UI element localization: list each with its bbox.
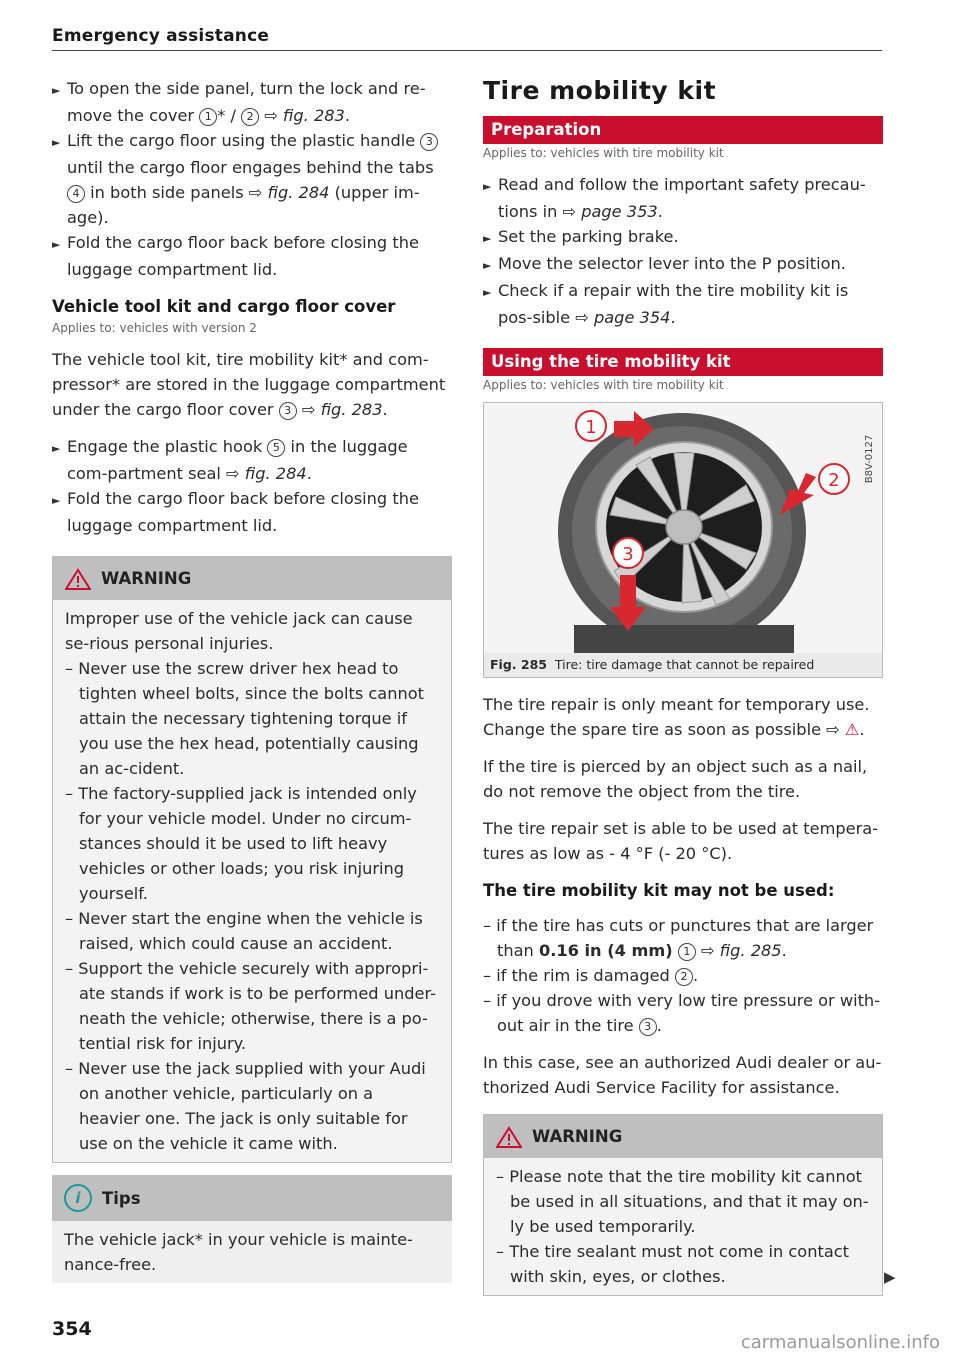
callout-3: 3 <box>622 544 634 565</box>
warning-triangle-icon <box>496 1126 522 1148</box>
body-paragraph: The tire repair is only meant for temporary use. Change the spare tire as soon as possible ⇨ ⚠. <box>483 695 870 739</box>
warning-title: WARNING <box>101 569 192 588</box>
tips-text: The vehicle jack* in your vehicle is mainte-nance-free. <box>64 1230 413 1274</box>
warning-header <box>53 557 451 600</box>
warning-item: – The tire sealant must not come in contact with skin, eyes, or clothes. <box>496 1242 849 1286</box>
figure-reference-link[interactable]: ⇨ fig. 283 <box>296 400 383 419</box>
bullet-triangle-icon: ► <box>52 494 61 507</box>
tips-header <box>52 1175 452 1221</box>
callout-number: 3 <box>279 402 297 420</box>
body-paragraph: The tire repair set is able to be used at tempera-tures as low as - 4 °F (- 20 °C). <box>483 819 878 863</box>
warning-ref-icon[interactable]: ⚠ <box>844 720 860 739</box>
callout-number: 4 <box>67 185 85 203</box>
list-item: ► Read and follow the important safety precau-tions in ⇨ page 353. <box>483 175 866 221</box>
bullet-triangle-icon: ► <box>52 442 61 455</box>
callout-number: 5 <box>267 439 285 457</box>
callout-number: 1 <box>199 108 217 126</box>
warning-body <box>484 1158 882 1295</box>
figure-285 <box>483 402 883 678</box>
page-number: 354 <box>52 1318 92 1340</box>
figure-reference-link[interactable]: ⇨ fig. 284 <box>248 183 330 202</box>
callout-number: 2 <box>241 108 259 126</box>
page-reference-link[interactable]: ⇨ page 353 <box>562 202 658 221</box>
section-bar-using-kit: Using the tire mobility kit <box>483 348 883 376</box>
page-reference-link[interactable]: ⇨ page 354 <box>575 308 671 327</box>
callout-number: 3 <box>639 1018 657 1036</box>
bullet-triangle-icon: ► <box>483 180 492 193</box>
figure-caption: Fig. 285 Tire: tire damage that cannot be repaired <box>484 653 882 677</box>
list-item: ► Fold the cargo floor back before closing the luggage compartment lid. <box>52 489 419 535</box>
section-header: Emergency assistance <box>52 26 882 51</box>
applies-to-note: Applies to: vehicles with tire mobility kit <box>483 146 724 160</box>
list-item: ► Fold the cargo floor back before closing the luggage compartment lid. <box>52 233 419 279</box>
tire-illustration <box>484 403 882 653</box>
list-item: ► Lift the cargo floor using the plastic handle 3 until the cargo floor engages behind the tabs 4 in both side panels ⇨ fig. 284 (upper im-age). <box>52 128 452 230</box>
list-item: ► Move the selector lever into the P position. <box>483 251 883 278</box>
applies-to-note: Applies to: vehicles with tire mobility kit <box>483 378 724 392</box>
bullet-triangle-icon: ► <box>483 259 492 272</box>
figure-reference-link[interactable]: ⇨ fig. 284 <box>226 464 307 483</box>
warning-item: – Please note that the tire mobility kit cannot be used in all situations, and that it may on-ly be used temporarily. <box>496 1167 869 1236</box>
right-column <box>483 74 883 1296</box>
figure-code: B8V-0127 <box>864 434 875 484</box>
callout-2: 2 <box>828 470 840 491</box>
continue-arrow-icon: ▶ <box>884 1268 896 1286</box>
bullet-triangle-icon: ► <box>52 84 61 97</box>
body-paragraph: In this case, see an authorized Audi dealer or au-thorized Audi Service Facility for assistance. <box>483 1053 882 1097</box>
warning-title: WARNING <box>532 1127 623 1146</box>
warning-box <box>483 1114 883 1296</box>
subsection-heading: The tire mobility kit may not be used: <box>483 881 835 900</box>
applies-to-note: Applies to: vehicles with version 2 <box>52 321 257 335</box>
callout-number: 1 <box>678 943 696 961</box>
warning-body <box>53 600 451 1162</box>
callout-1: 1 <box>585 417 597 438</box>
left-column <box>52 76 452 1283</box>
tire-damage-illustration <box>484 403 881 653</box>
body-paragraph: The vehicle tool kit, tire mobility kit* and com-pressor* are stored in the luggage compartment under the cargo floor cover 3 ⇨ fig. 283. <box>52 350 446 419</box>
warning-item: – Never use the screw driver hex head to tighten wheel bolts, since the bolts cannot attain the necessary tightening torque if you use the hex head, potentially causing an ac-cident. <box>65 659 424 778</box>
list-item: – if the tire has cuts or punctures that are larger than 0.16 in (4 mm) 1 ⇨ fig. 285. <box>483 916 874 960</box>
page-title: Tire mobility kit <box>483 76 717 105</box>
tips-body <box>52 1221 452 1283</box>
warning-intro: Improper use of the vehicle jack can cause se-rious personal injuries. <box>65 609 413 653</box>
body-paragraph: If the tire is pierced by an object such as a nail, do not remove the object from the tire. <box>483 757 868 801</box>
list-item: – if you drove with very low tire pressure or with-out air in the tire 3 . <box>483 991 881 1035</box>
list-item: ► Set the parking brake. <box>483 224 883 251</box>
warning-item: – Never use the jack supplied with your Audi on another vehicle, particularly on a heavier one. The jack is only suitable for use on the vehicle it came with. <box>65 1059 426 1153</box>
info-icon: i <box>64 1184 92 1212</box>
subsection-heading: Vehicle tool kit and cargo floor cover <box>52 297 396 316</box>
bullet-triangle-icon: ► <box>483 286 492 299</box>
list-item: ► Engage the plastic hook 5 in the luggage com-partment seal ⇨ fig. 284. <box>52 437 408 483</box>
bullet-triangle-icon: ► <box>483 232 492 245</box>
tips-title: Tips <box>102 1188 141 1208</box>
warning-box <box>52 556 452 1163</box>
warning-item: – Never start the engine when the vehicle is raised, which could cause an accident. <box>65 909 423 953</box>
list-item: ► Check if a repair with the tire mobility kit is pos-sible ⇨ page 354. <box>483 281 849 327</box>
section-bar-preparation: Preparation <box>483 116 883 144</box>
callout-number: 3 <box>420 133 438 151</box>
warning-header <box>484 1115 882 1158</box>
list-item: – if the rim is damaged 2 . <box>483 966 699 985</box>
watermark: carmanualsonline.info <box>740 1332 940 1353</box>
figure-reference-link[interactable]: ⇨ fig. 283 <box>259 106 345 125</box>
bullet-triangle-icon: ► <box>52 238 61 251</box>
warning-triangle-icon <box>65 568 91 590</box>
bullet-triangle-icon: ► <box>52 136 61 149</box>
warning-item: – Support the vehicle securely with appropri-ate stands if work is to be performed under-neath the vehicle; otherwise, there is a po-tential risk for injury. <box>65 959 436 1053</box>
callout-number: 2 <box>675 968 693 986</box>
figure-reference-link[interactable]: ⇨ fig. 285 <box>695 941 782 960</box>
tips-box <box>52 1175 452 1283</box>
warning-item: – The factory-supplied jack is intended only for your vehicle model. Under no circum-stances should it be used to lift heavy vehicles or other loads; you risk injuring yourself. <box>65 784 417 903</box>
list-item: ► To open the side panel, turn the lock and re-move the cover 1 * / 2 ⇨ fig. 283. <box>52 79 426 125</box>
